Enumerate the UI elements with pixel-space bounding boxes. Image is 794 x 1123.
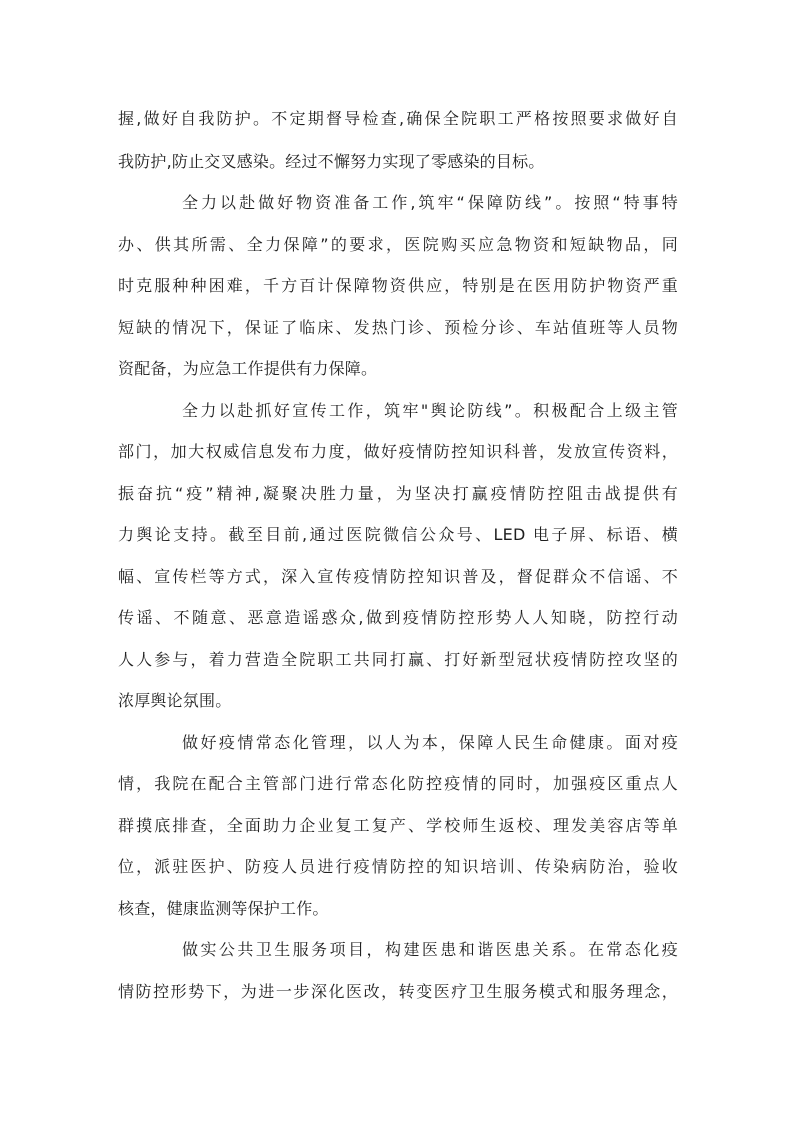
paragraph-line: 幅、宣传栏等方式，深入宣传疫情防控知识普及，督促群众不信谣、不 (118, 567, 678, 586)
paragraph-line: 短缺的情况下，保证了临床、发热门诊、预检分诊、车站值班等人员物 (118, 318, 678, 337)
paragraph-line: 传谣、不随意、恶意造谣惑众,做到疫情防控形势人人知晓，防控行动 (118, 608, 678, 627)
paragraph-line: 做好疫情常态化管理，以人为本，保障人民生命健康。面对疫 (182, 733, 678, 752)
paragraph-line: 资配备，为应急工作提供有力保障。 (118, 359, 378, 378)
paragraph-line: 握,做好自我防护。不定期督导检查,确保全院职工严格按照要求做好自 (118, 109, 678, 128)
paragraph-line: 部门，加大权威信息发布力度，做好疫情防控知识科普，发放宣传资料， (118, 442, 678, 461)
paragraph-line: 全力以赴抓好宣传工作，筑牢"舆论防线”。积极配合上级主管 (182, 401, 678, 420)
paragraph-line: 群摸底排查，全面助力企业复工复产、学校师生返校、理发美容店等单 (118, 816, 678, 835)
paragraph-line: 浓厚舆论氛围。 (118, 691, 232, 710)
paragraph-line: 人人参与，着力营造全院职工共同打赢、打好新型冠状疫情防控攻坚的 (118, 650, 678, 669)
paragraph-line: 时克服种种困难，千方百计保障物资供应，特别是在医用防护物资严重 (118, 276, 678, 295)
paragraph-line: 情防控形势下，为进一步深化医改，转变医疗卫生服务模式和服务理念， (118, 982, 678, 1001)
paragraph-line: 办、供其所需、全力保障”的要求，医院购买应急物资和短缺物品，同 (118, 235, 678, 254)
paragraph-line: 力舆论支持。截至目前,通过医院微信公众号、LED 电子屏、标语、横 (118, 525, 678, 544)
paragraph-line: 核查，健康监测等保护工作。 (118, 899, 329, 918)
paragraph-line: 情，我院在配合主管部门进行常态化防控疫情的同时，加强疫区重点人 (118, 774, 678, 793)
paragraph-line: 振奋抗“疫”精神,凝聚决胜力量，为坚决打赢疫情防控阻击战提供有 (118, 484, 678, 503)
paragraph-line: 全力以赴做好物资准备工作,筑牢“保障防线”。按照“特事特 (182, 193, 678, 212)
paragraph-line: 做实公共卫生服务项目，构建医患和谐医患关系。在常态化疫 (182, 940, 678, 959)
paragraph-line: 我防护,防止交叉感染。经过不懈努力实现了零感染的目标。 (118, 152, 545, 171)
paragraph-line: 位，派驻医护、防疫人员进行疫情防控的知识培训、传染病防治，验收 (118, 857, 678, 876)
